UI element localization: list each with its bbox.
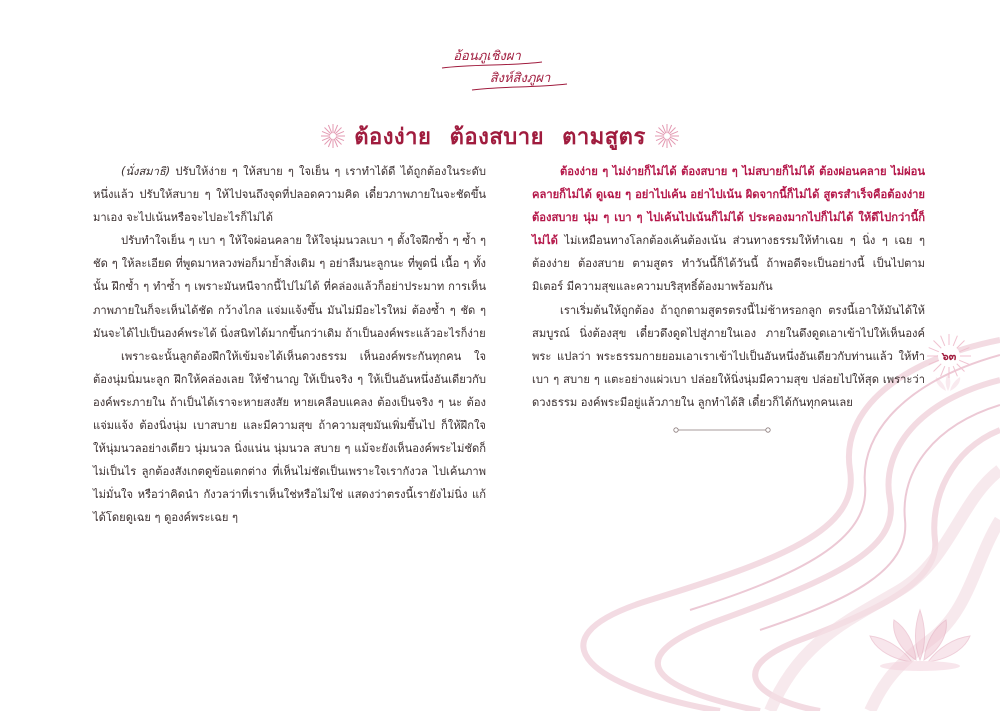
starburst-left-icon bbox=[320, 123, 346, 149]
left-paragraph-1 bbox=[93, 160, 486, 229]
page-number: ๖๓ bbox=[941, 350, 957, 363]
signature-logo bbox=[432, 40, 572, 98]
title-row bbox=[0, 118, 1000, 154]
right-paragraph-1 bbox=[532, 160, 925, 299]
left-paragraph-3: เพราะฉะนั้นลูกต้องฝึกให้เข้มจะได้เห็นดวงธรรม เห็นองค์พระกันทุกคน ใจต้องนุ่มนิ่มนะลูก ฝึกให้คล่องเลย ให้ชำนาญ ให้เป็นจริง ๆ ให้เป็นอันหนึ่งอันเดียวกับองค์พระภายใน ถ้าเป็นได้เราจะหายสงสัย หายเคลือบแคลง ต้องเป็นจริง ๆ นะ ต้องแจ่มแจ้ง ต้องนิ่งนุ่ม เบาสบาย และมีความสุข ถ้าความสุขมันเพิ่มขึ้นไป ก็ให้ฝึกใจให้นุ่มนวลอย่างเดียว นุ่มนวล นิ่งแน่น นุ่มนวล สบาย ๆ แม้จะยังเห็นองค์พระไม่ชัดก็ไม่เป็นไร ลูกต้องสังเกตดูข้อแตกต่าง ที่เห็นไม่ชัดเป็นเพราะใจเรากังวล ไปเค้นภาพ ไม่มั่นใจ หรือว่าคิดนำ กังวลว่าที่เราเห็นใช่หรือไม่ใช่ แสดงว่าตรงนี้เรายังไม่นิ่ง แก้ได้โดยดูเฉย ๆ ดูองค์พระเฉย ๆ bbox=[93, 349, 486, 525]
left-column bbox=[93, 160, 486, 530]
left-paragraph-2: ปรับทำใจเย็น ๆ เบา ๆ ให้ใจผ่อนคลาย ให้ใจนุ่มนวลเบา ๆ ตั้งใจฝึกซ้ำ ๆ ซ้ำ ๆ ชัด ๆ ให้ละเอียด ที่พูดมาหลวงพ่อก็มาย้ำสิ่งเดิม ๆ อย่าลืมนะลูกนะ ที่พูดนี่ เนื้อ ๆ ทั้งนั้น ฝึกซ้ำ ๆ ทำซ้ำ ๆ เพราะมันหนีจากนี้ไปไม่ได้ ที่คล่องแล้วก็อย่าประมาท การเห็นภาพภายในก็จะเห็นได้ชัด กว้างไกล แจ่มแจ้งขึ้น มันไม่มีอะไรใหม่ ต้องซ้ำ ๆ ชัด ๆ มันจะได้ไปเป็นองค์พระได้ นิ่งสนิทได้มากขึ้นกว่าเดิม ถ้าเป็นองค์พระแล้วอะไรก็ง่าย bbox=[93, 234, 486, 340]
signature-line-2: สิงห์สิงภูผา bbox=[489, 71, 551, 86]
meditation-note: (นั่งสมาธิ) bbox=[121, 165, 171, 178]
left-paragraph-1-text: ปรับให้ง่าย ๆ ให้สบาย ๆ ใจเย็น ๆ เราทำได้ดี ได้ถูกต้องในระดับหนึ่งแล้ว ปรับให้สบาย ๆ ให้ไปจนถึงจุดที่ปลอดความคิด เดี๋ยวภาพภายในจะชัดขึ้นมาเอง จะไปเน้นหรือจะไปอะไรก็ไม่ได้ bbox=[93, 165, 486, 225]
starburst-right-icon bbox=[654, 123, 680, 149]
signature-line-1: อ้อนภูเชิงผา bbox=[453, 49, 521, 64]
ornament-divider bbox=[672, 425, 772, 435]
signature-flourish bbox=[432, 40, 572, 98]
right-column bbox=[532, 160, 925, 414]
page-title: ต้องง่าย ต้องสบาย ตามสูตร bbox=[354, 124, 646, 150]
right-paragraph-2: เราเริ่มต้นให้ถูกต้อง ถ้าถูกตามสูตรตรงนี้ไม่ช้าหรอกลูก ตรงนี้เอาให้มันได้ให้สมบูรณ์ นิ่งต้องสุข เดี๋ยวดึงดูดไปสู่ภายในเอง ภายในดึงดูดเอาเข้าไปให้เห็นองค์พระ แปลว่า พระธรรมกายยอมเอาเราเข้าไปเป็นอันหนึ่งอันเดียวกับท่านแล้ว ให้ทำเบา ๆ สบาย ๆ แตะอย่างแผ่วเบา ปล่อยให้นิ่งนุ่มมีความสุข ปล่อยไปให้สุด เพราะว่าดวงธรรม องค์พระมีอยู่แล้วภายใน ลูกทำได้สิ เดี๋ยวก็ได้กันทุกคนเลย bbox=[532, 303, 925, 409]
right-paragraph-1-text: ไม่เหมือนทางโลกต้องเค้นต้องเน้น ส่วนทางธรรมให้ทำเฉย ๆ นิ่ง ๆ เฉย ๆ ต้องง่าย ต้องสบาย ตามสูตร ทำวันนี้ก็ได้วันนี้ ถ้าพอดีจะเป็นอย่างนี้ เป็นไปตามมิเตอร์ มีความสุขและความบริสุทธิ์ต้องมาพร้อมกัน bbox=[532, 234, 925, 294]
highlighted-formula-text: ต้องง่าย ๆ ไม่ง่ายก็ไม่ได้ ต้องสบาย ๆ ไม่สบายก็ไม่ได้ ต้องผ่อนคลาย ไม่ผ่อนคลายก็ไม่ได้ ดูเฉย ๆ อย่าไปเค้น อย่าไปเน้น ผิดจากนี้ก็ไม่ได้ สูตรสำเร็จคือต้องง่าย ต้องสบาย นุ่ม ๆ เบา ๆ ไปเค้นไปเน้นก็ไม่ได้ ประคองมากไปก็ไม่ได้ ให้ดีไปกว่านี้ก็ไม่ได้ bbox=[532, 165, 925, 248]
